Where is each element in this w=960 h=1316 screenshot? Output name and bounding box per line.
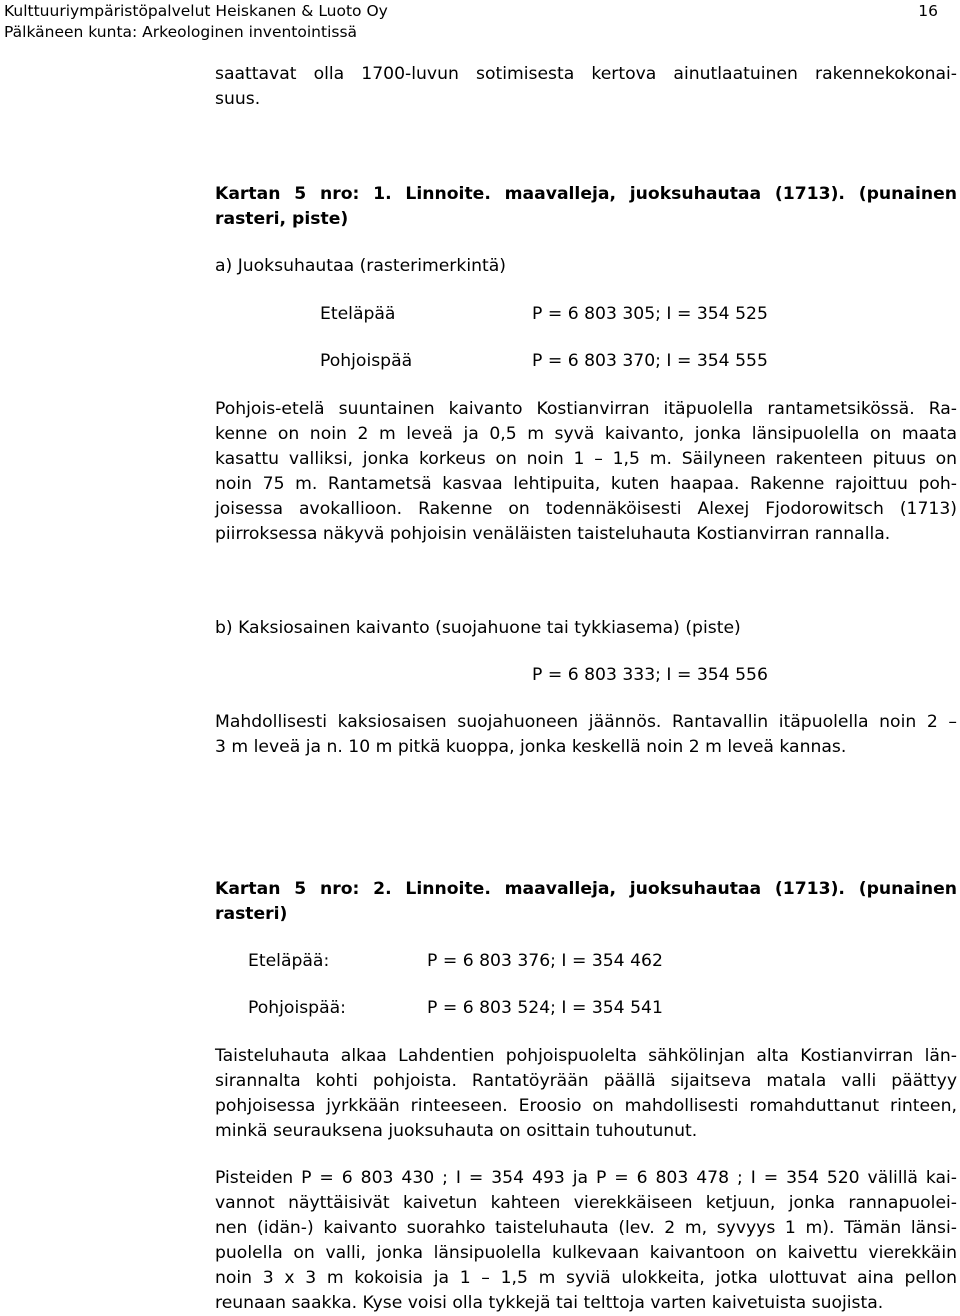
page-number: 16 [918, 2, 938, 20]
text-line: noin 3 x 3 m kokoisia ja 1 – 1,5 m syviä ulokkeita, jotka ulottuvat aina pellon [215, 1268, 957, 1288]
header-company: Kulttuuriympäristöpalvelut Heiskanen & Luoto Oy [4, 2, 388, 20]
site2-north-label: Pohjoispää: [248, 998, 346, 1018]
header-report-title: Pälkäneen kunta: Arkeologinen inventointissä [4, 23, 358, 41]
text-line: puolella on valli, jonka länsipuolella kulkevaan kaivantoon on kaivettu vierekkäin [215, 1243, 957, 1263]
text-line: saattavat olla 1700-luvun sotimisesta kertova ainutlaatuinen rakennekokonai- [215, 64, 957, 84]
heading-line: Kartan 5 nro: 2. Linnoite. maavalleja, juoksuhautaa (1713). (punainen [215, 879, 957, 899]
site1-b-label: b) Kaksiosainen kaivanto (suojahuone tai tykkiasema) (piste) [215, 618, 741, 638]
text-line: vannot näyttäisivät kaivetun kahteen vierekkäiseen ketjuun, jonka rannapuolei- [215, 1193, 957, 1213]
text-line: nen (idän-) kaivanto suorahko taisteluhauta (lev. 2 m, syvyys 1 m). Tämän länsi- [215, 1218, 957, 1238]
site1-north-coords: P = 6 803 370; I = 354 555 [532, 351, 768, 371]
site2-south-label: Eteläpää: [248, 951, 330, 971]
text-line: noin 75 m. Rantametsä kasvaa lehtipuita, kuten haapaa. Rakenne rajoittuu poh- [215, 474, 957, 494]
heading-line: rasteri, piste) [215, 209, 349, 229]
site2-paragraph-1 [215, 1044, 957, 1144]
site1-heading [215, 182, 957, 232]
site1-a-label: a) Juoksuhautaa (rasterimerkintä) [215, 256, 506, 276]
site2-south-coords: P = 6 803 376; I = 354 462 [427, 951, 663, 971]
site1-b-coords: P = 6 803 333; I = 354 556 [532, 665, 768, 685]
text-line: minkä seurauksena juoksuhauta on osittain tuhoutunut. [215, 1121, 698, 1141]
site1-south-label: Eteläpää [320, 304, 396, 324]
site1-description [215, 397, 957, 547]
site2-north-coords: P = 6 803 524; I = 354 541 [427, 998, 663, 1018]
site2-heading [215, 877, 957, 927]
text-line: reunaan saakka. Kyse voisi olla tykkejä tai telttoja varten kaivetuista suojista. [215, 1293, 884, 1313]
text-line: Pohjois-etelä suuntainen kaivanto Kostianvirran itäpuolella rantametsikössä. Ra- [215, 399, 957, 419]
site1-north-label: Pohjoispää [320, 351, 413, 371]
text-line: piirroksessa näkyvä pohjoisin venäläisten taisteluhauta Kostianvirran rannalla. [215, 524, 891, 544]
heading-line: rasteri) [215, 904, 288, 924]
text-line: Taisteluhauta alkaa Lahdentien pohjoispuolelta sähkölinjan alta Kostianvirran län- [215, 1046, 957, 1066]
text-line: kenne on noin 2 m leveä ja 0,5 m syvä kaivanto, jonka länsipuolella on maata [215, 424, 957, 444]
text-line: 3 m leveä ja n. 10 m pitkä kuoppa, jonka keskellä noin 2 m leveä kannas. [215, 737, 847, 757]
text-line: Pisteiden P = 6 803 430 ; I = 354 493 ja P = 6 803 478 ; I = 354 520 välillä kai- [215, 1168, 957, 1188]
intro-paragraph [215, 62, 957, 112]
text-line: Mahdollisesti kaksiosaisen suojahuoneen jäännös. Rantavallin itäpuolella noin 2 – [215, 712, 957, 732]
site1-b-description [215, 710, 957, 760]
site1-south-coords: P = 6 803 305; I = 354 525 [532, 304, 768, 324]
text-line: pohjoisessa jyrkkään rinteeseen. Eroosio on mahdollisesti romahduttanut rinteen, [215, 1096, 957, 1116]
site2-paragraph-2 [215, 1166, 957, 1316]
text-line: suus. [215, 89, 261, 109]
text-line: joisessa avokallioon. Rakenne on todennäköisesti Alexej Fjodorowitsch (1713) [215, 499, 957, 519]
heading-line: Kartan 5 nro: 1. Linnoite. maavalleja, juoksuhautaa (1713). (punainen [215, 184, 957, 204]
text-line: sirannalta kohti pohjoista. Rantatöyrään päällä sijaitseva matala valli päättyy [215, 1071, 957, 1091]
text-line: kasattu valliksi, jonka korkeus on noin 1 – 1,5 m. Säilyneen rakenteen pituus on [215, 449, 957, 469]
